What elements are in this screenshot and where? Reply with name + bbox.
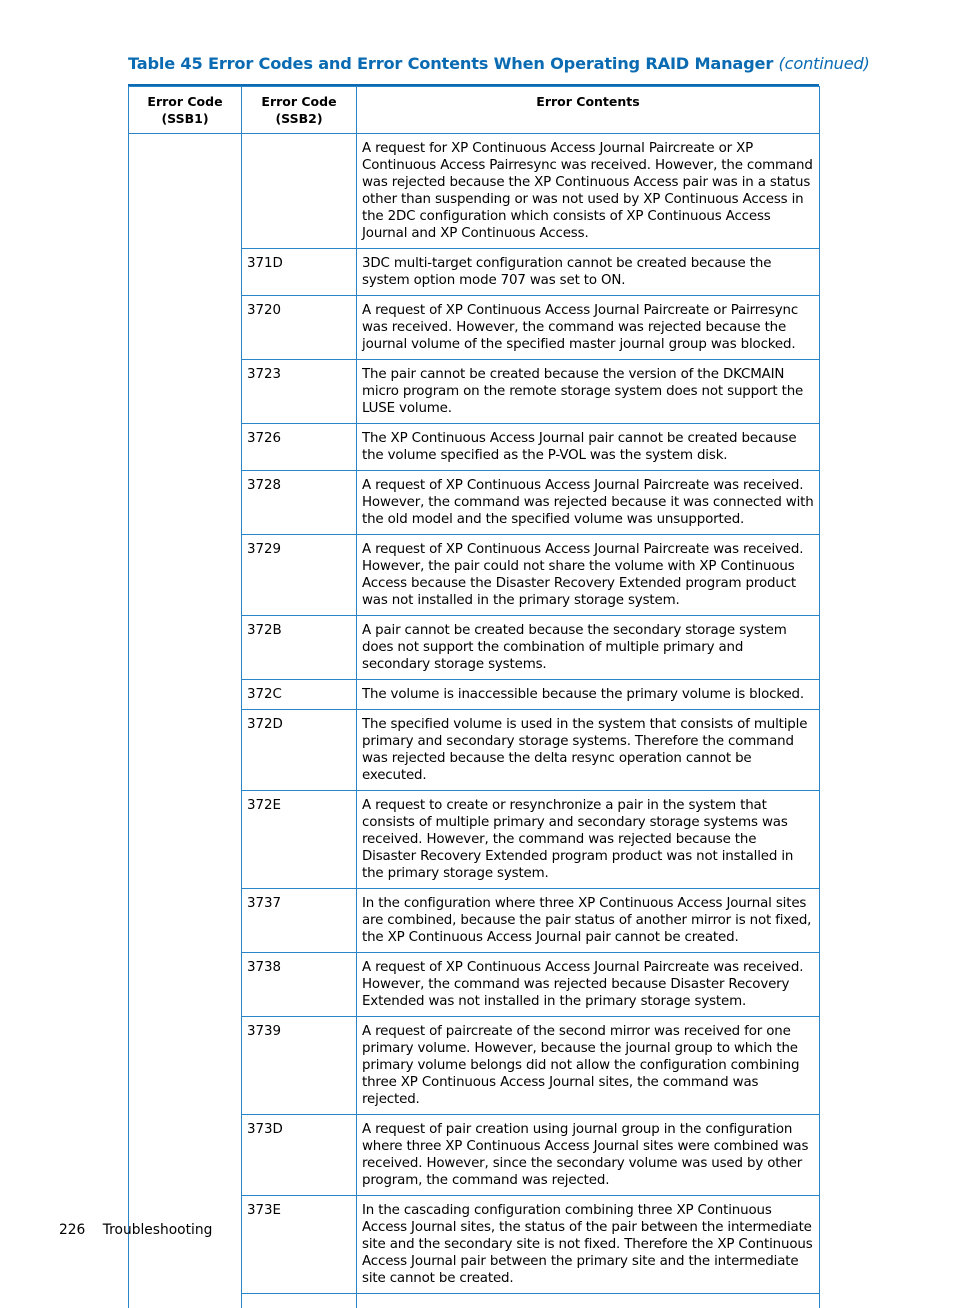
table-row (129, 1115, 820, 1196)
table-row-continuation (129, 1294, 820, 1308)
error-contents-cell: A pair cannot be created because the secondary storage system does not support the combination of multiple primary and secondary storage systems. (357, 616, 820, 680)
ssb1-cell (129, 889, 242, 953)
error-contents-cell: A request for XP Continuous Access Journal Paircreate or XP Continuous Access Pairresync was received. However, the command was rejected because the XP Continuous Access pair was in a status other than suspending or was not used by XP Continuous Access in the 2DC configuration which consists of XP Continuous Access Journal and XP Continuous Access. (357, 134, 820, 249)
ssb2-code-cell: 3739 (242, 1017, 357, 1115)
continued-label: (continued) (779, 54, 870, 73)
ssb1-cell (129, 535, 242, 616)
ssb1-cell (129, 360, 242, 424)
header-ssb2 (242, 87, 357, 134)
table-row (129, 249, 820, 296)
table-row (129, 1196, 820, 1294)
error-code-table-container (128, 84, 819, 1217)
ssb2-code-cell: 3720 (242, 296, 357, 360)
table-row (129, 791, 820, 889)
ssb1-cell (129, 791, 242, 889)
table-title: Table 45 Error Codes and Error Contents When Operating RAID Manager (128, 54, 773, 73)
continuation-cell (129, 1294, 242, 1308)
table-row (129, 889, 820, 953)
ssb2-code-cell: 3723 (242, 360, 357, 424)
header-ssb1-line1: Error Code (129, 93, 241, 110)
header-ssb1 (129, 87, 242, 134)
ssb1-cell (129, 296, 242, 360)
header-ssb2-line1: Error Code (242, 93, 356, 110)
error-contents-cell: In the configuration where three XP Continuous Access Journal sites are combined, because the pair status of another mirror is not fixed, the XP Continuous Access Journal pair cannot be created. (357, 889, 820, 953)
ssb1-cell (129, 424, 242, 471)
continuation-cell (357, 1294, 820, 1308)
error-contents-cell: The volume is inaccessible because the primary volume is blocked. (357, 680, 820, 710)
error-contents-cell: A request of XP Continuous Access Journal Paircreate was received. However, the command was rejected because it was connected with the old model and the specified volume was unsupported. (357, 471, 820, 535)
ssb1-cell (129, 249, 242, 296)
ssb2-code-cell (242, 134, 357, 249)
ssb2-code-cell: 372D (242, 710, 357, 791)
ssb2-code-cell: 3726 (242, 424, 357, 471)
continuation-cell (242, 1294, 357, 1308)
table-caption (128, 54, 828, 73)
table-row (129, 680, 820, 710)
table-row (129, 471, 820, 535)
header-ssb1-line2: (SSB1) (129, 110, 241, 127)
header-contents-label: Error Contents (357, 93, 819, 110)
ssb2-code-cell: 3728 (242, 471, 357, 535)
ssb2-code-cell: 3738 (242, 953, 357, 1017)
ssb1-cell (129, 471, 242, 535)
ssb2-code-cell: 373D (242, 1115, 357, 1196)
error-contents-cell: A request of XP Continuous Access Journal Paircreate was received. However, the pair could not share the volume with XP Continuous Access because the Disaster Recovery Extended program product was not installed in the primary storage system. (357, 535, 820, 616)
table-row (129, 296, 820, 360)
error-contents-cell: 3DC multi-target configuration cannot be created because the system option mode 707 was set to ON. (357, 249, 820, 296)
error-contents-cell: The pair cannot be created because the version of the DKCMAIN micro program on the remote storage system does not support the LUSE volume. (357, 360, 820, 424)
table-row (129, 616, 820, 680)
table-row (129, 134, 820, 249)
error-contents-cell: The specified volume is used in the system that consists of multiple primary and secondary storage systems. Therefore the command was rejected because the delta resync operation cannot be executed. (357, 710, 820, 791)
page-number: 226 (59, 1222, 85, 1238)
error-code-table (128, 86, 820, 1308)
table-row (129, 953, 820, 1017)
table-row (129, 535, 820, 616)
ssb2-code-cell: 3737 (242, 889, 357, 953)
table-row (129, 424, 820, 471)
header-ssb2-line2: (SSB2) (242, 110, 356, 127)
error-contents-cell: A request of XP Continuous Access Journal Paircreate was received. However, the command was rejected because Disaster Recovery Extended was not installed in the primary storage system. (357, 953, 820, 1017)
ssb1-cell (129, 134, 242, 249)
ssb2-code-cell: 372E (242, 791, 357, 889)
footer-section: Troubleshooting (103, 1222, 213, 1238)
ssb2-code-cell: 3729 (242, 535, 357, 616)
table-row (129, 1017, 820, 1115)
ssb1-cell (129, 1115, 242, 1196)
error-contents-cell: A request to create or resynchronize a pair in the system that consists of multiple primary and secondary storage systems was received. However, the command was rejected because the Disaster Recovery Extended program product was not installed in the primary storage system. (357, 791, 820, 889)
error-contents-cell: The XP Continuous Access Journal pair cannot be created because the volume specified as the P-VOL was the system disk. (357, 424, 820, 471)
ssb2-code-cell: 371D (242, 249, 357, 296)
ssb1-cell (129, 710, 242, 791)
table-row (129, 360, 820, 424)
ssb2-code-cell: 372B (242, 616, 357, 680)
ssb2-code-cell: 373E (242, 1196, 357, 1294)
ssb1-cell (129, 1017, 242, 1115)
error-contents-cell: A request of XP Continuous Access Journal Paircreate or Pairresync was received. However, the command was rejected because the journal volume of the specified master journal group was blocked. (357, 296, 820, 360)
error-contents-cell: A request of pair creation using journal group in the configuration where three XP Continuous Access Journal sites were combined was received. However, since the secondary volume was used by other program, the command was rejected. (357, 1115, 820, 1196)
page-footer (59, 1222, 212, 1238)
ssb1-cell (129, 616, 242, 680)
table-row (129, 710, 820, 791)
ssb2-code-cell: 372C (242, 680, 357, 710)
ssb1-cell (129, 953, 242, 1017)
header-contents (357, 87, 820, 134)
error-contents-cell: A request of paircreate of the second mirror was received for one primary volume. However, because the journal group to which the primary volume belongs did not allow the configuration combining three XP Continuous Access Journal sites, the command was rejected. (357, 1017, 820, 1115)
ssb1-cell (129, 1196, 242, 1294)
ssb1-cell (129, 680, 242, 710)
error-contents-cell: In the cascading configuration combining three XP Continuous Access Journal sites, the status of the pair between the intermediate site and the secondary site is not fixed. Therefore the XP Continuous Access Journal pair between the primary site and the intermediate site cannot be created. (357, 1196, 820, 1294)
table-header-row (129, 87, 820, 134)
